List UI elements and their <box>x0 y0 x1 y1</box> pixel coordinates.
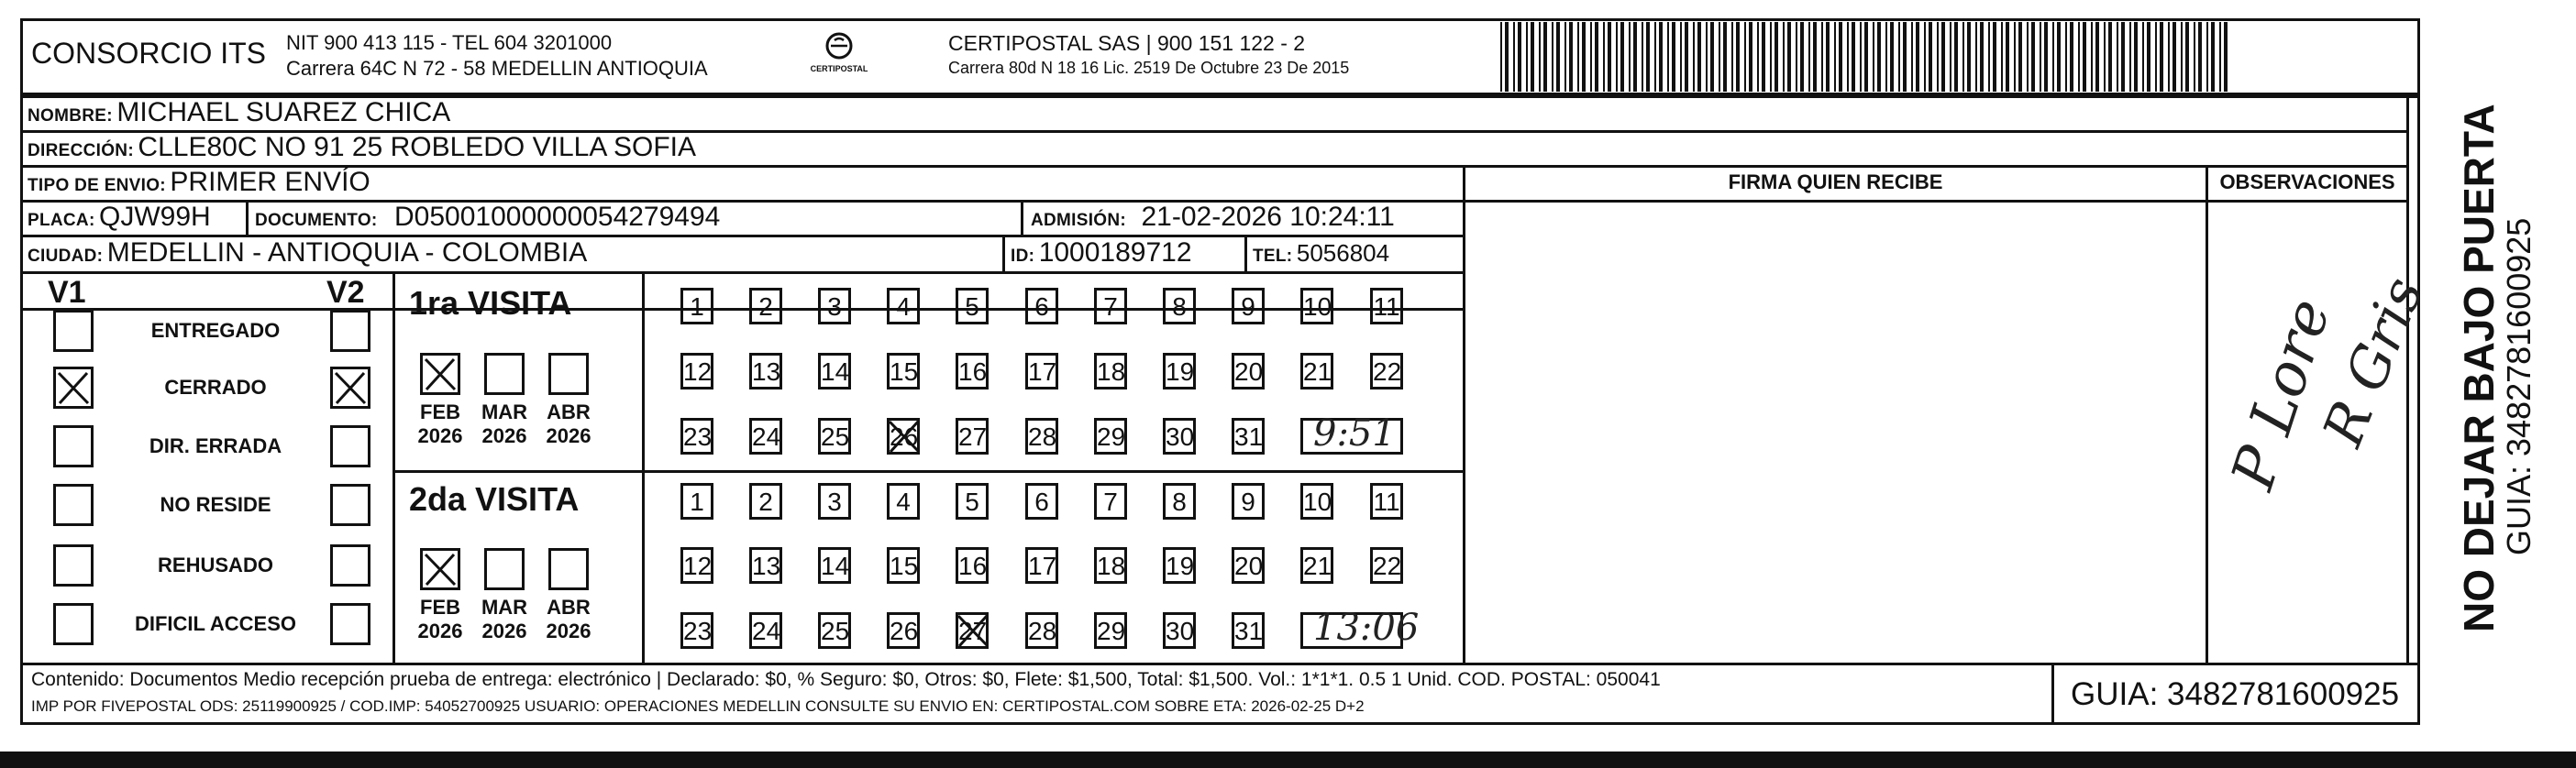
barcode-bar <box>1552 22 1553 92</box>
x-mark-icon <box>423 356 458 392</box>
v2-checkbox[interactable] <box>330 484 370 526</box>
day-box[interactable]: 29 <box>1094 612 1127 649</box>
day-box[interactable]: 25 <box>818 612 851 649</box>
side-guide-number: GUIA: 3482781600925 <box>2500 217 2537 555</box>
admission-field <box>1031 200 1395 235</box>
day-box[interactable]: 10 <box>1300 288 1333 324</box>
barcode-bar <box>1864 22 1868 92</box>
barcode-bar <box>1885 22 1887 92</box>
barcode-bar <box>2142 22 2144 92</box>
barcode-bar <box>1513 22 1515 92</box>
barcode-bar <box>1950 22 1951 92</box>
barcode-graphic <box>1500 22 2234 92</box>
barcode-bar <box>1667 22 1669 92</box>
barcode-bar <box>1616 22 1618 92</box>
month-label: FEB <box>420 596 460 619</box>
day-box[interactable]: 13 <box>749 547 782 584</box>
month-year: 2026 <box>417 620 463 642</box>
day-box[interactable]: 22 <box>1370 353 1403 389</box>
signature-left-border <box>1463 165 1465 665</box>
barcode-bar <box>1911 22 1913 92</box>
id-label: ID: <box>1011 247 1035 266</box>
barcode-bar <box>2129 22 2131 92</box>
barcode-bar <box>2198 22 2202 92</box>
month-label: ABR <box>547 596 591 619</box>
day-box[interactable]: 30 <box>1163 612 1196 649</box>
barcode-bar <box>1980 22 1984 92</box>
admission-value: 21-02-2026 10:24:11 <box>1141 202 1395 232</box>
barcode <box>1500 22 2234 92</box>
barcode-bar <box>1813 22 1817 92</box>
status-option-label: ENTREGADO <box>150 319 281 342</box>
month-checkbox[interactable] <box>420 548 460 590</box>
barcode-bar <box>2052 22 2054 92</box>
day-box[interactable]: 17 <box>1025 547 1058 584</box>
month-year: 2026 <box>546 424 591 447</box>
day-box[interactable]: 1 <box>680 483 713 520</box>
barcode-bar <box>1757 22 1759 92</box>
day-box[interactable]: 29 <box>1094 418 1127 455</box>
barcode-bar <box>1941 22 1945 92</box>
barcode-bar <box>2018 22 2022 92</box>
day-box[interactable]: 8 <box>1163 288 1196 324</box>
tel-value: 5056804 <box>1296 239 1390 267</box>
day-box[interactable]: 9 <box>1232 288 1265 324</box>
address-label: DIRECCIÓN: <box>28 141 134 160</box>
recipient-name: MICHAEL SUAREZ CHICA <box>116 97 451 127</box>
day-box[interactable]: 24 <box>749 612 782 649</box>
v2-checkbox[interactable] <box>330 367 370 409</box>
row-divider-5 <box>20 271 1465 274</box>
company-nit: NIT 900 413 115 - TEL 604 3201000 <box>286 31 613 54</box>
certipostal-logo <box>807 27 871 82</box>
status-divider <box>392 271 395 665</box>
barcode-bar <box>2219 22 2221 92</box>
footer-line-1: Contenido: Documentos Medio recepción prueba de entrega: electrónico | Declarado: $0, % Seguro: $0, Otros: $0, Flete: $1,500, Total: $1,500. Vol.: 1*1*1. 0.5 1 Unid. COD. POSTAL: 050041 <box>31 669 1661 690</box>
day-box[interactable]: 9 <box>1232 483 1265 520</box>
month-label: MAR <box>481 596 528 619</box>
footer-guide: GUIA: 3482781600925 <box>2071 676 2400 712</box>
day-box[interactable]: 10 <box>1300 483 1333 520</box>
barcode-bar <box>1693 22 1695 92</box>
send-type-row <box>28 165 370 200</box>
admission-label: ADMISIÓN: <box>1031 211 1127 230</box>
day-box[interactable]: 13 <box>749 353 782 389</box>
barcode-bar <box>2172 22 2176 92</box>
day-box[interactable]: 1 <box>680 288 713 324</box>
barcode-bar <box>1629 22 1631 92</box>
barcode-bar <box>2078 22 2080 92</box>
day-box[interactable]: 28 <box>1025 612 1058 649</box>
send-type-label: TIPO DE ENVIO: <box>28 176 166 195</box>
barcode-bar <box>1924 22 1926 92</box>
barcode-bar <box>2194 22 2195 92</box>
month-checkbox[interactable] <box>548 548 589 590</box>
day-box[interactable]: 7 <box>1094 483 1127 520</box>
barcode-bar <box>1796 22 1797 92</box>
barcode-bar <box>1659 22 1663 92</box>
month-label: FEB <box>420 400 460 423</box>
day-box[interactable]: 30 <box>1163 418 1196 455</box>
barcode-bar <box>2095 22 2099 92</box>
day-box[interactable]: 24 <box>749 418 782 455</box>
barcode-bar <box>2160 22 2163 92</box>
city-value: MEDELLIN - ANTIOQUIA - COLOMBIA <box>106 237 588 268</box>
barcode-bar <box>1706 22 1708 92</box>
day-box[interactable]: 15 <box>887 547 920 584</box>
barcode-bar <box>2001 22 2003 92</box>
barcode-bar <box>1808 22 1810 92</box>
barcode-bar <box>1685 22 1688 92</box>
barcode-bar <box>1680 22 1682 92</box>
footer-line-2: IMP POR FIVEPOSTAL ODS: 25119900925 / COD.IMP: 54052700925 USUARIO: OPERACIONES MEDELLIN CONSULTE SU ENVIO EN: CERTIPOSTAL.COM SOBRE ETA: 2026-02-25 D+2 <box>31 697 1365 715</box>
company-address: Carrera 64C N 72 - 58 MEDELLIN ANTIOQUIA <box>286 57 708 80</box>
company-name: CONSORCIO ITS <box>31 37 267 70</box>
id-value: 1000189712 <box>1038 237 1192 268</box>
barcode-bar <box>2006 22 2009 92</box>
visit-divider <box>392 470 1465 473</box>
tel-label: TEL: <box>1253 247 1293 266</box>
day-box[interactable]: 31 <box>1232 612 1265 649</box>
day-box[interactable]: 18 <box>1094 353 1127 389</box>
x-mark-icon <box>956 612 990 649</box>
id-field <box>1011 235 1192 271</box>
month-checkbox[interactable] <box>484 353 525 395</box>
barcode-bar <box>2134 22 2138 92</box>
barcode-bar <box>1783 22 1785 92</box>
barcode-bar <box>2057 22 2061 92</box>
day-box[interactable]: 4 <box>887 288 920 324</box>
v2-label: V2 <box>326 275 365 310</box>
status-option-label: NO RESIDE <box>160 493 271 516</box>
tel-field <box>1253 235 1389 271</box>
barcode-bar <box>2147 22 2150 92</box>
day-box[interactable]: 11 <box>1370 288 1403 324</box>
barcode-bar <box>1569 22 1573 92</box>
day-box[interactable]: 28 <box>1025 418 1058 455</box>
barcode-bar <box>1975 22 1977 92</box>
plate-value: QJW99H <box>99 202 211 232</box>
bottom-black-bar <box>0 752 2576 768</box>
barcode-bar <box>1929 22 1932 92</box>
barcode-bar <box>1834 22 1836 92</box>
month-year: 2026 <box>546 620 591 642</box>
barcode-bar <box>1556 22 1560 92</box>
barcode-bar <box>2155 22 2157 92</box>
barcode-bar <box>2224 22 2228 92</box>
day-box[interactable]: 31 <box>1232 418 1265 455</box>
barcode-bar <box>1762 22 1765 92</box>
barcode-bar <box>1988 22 1990 92</box>
barcode-bar <box>1744 22 1746 92</box>
day-box[interactable]: 11 <box>1370 483 1403 520</box>
barcode-bar <box>1736 22 1740 92</box>
document-label: DOCUMENTO: <box>255 211 378 230</box>
status-option-label: DIFICIL ACCESO <box>134 612 296 635</box>
barcode-bar <box>2168 22 2170 92</box>
document-field <box>255 200 720 235</box>
logo-text: CERTIPOSTAL <box>810 64 868 73</box>
status-option-label: REHUSADO <box>158 554 273 576</box>
barcode-bar <box>2206 22 2208 92</box>
barcode-bar <box>1543 22 1547 92</box>
day-box[interactable]: 7 <box>1094 288 1127 324</box>
time-handwriting: 9:51 <box>1313 412 1396 455</box>
barcode-bar <box>2091 22 2093 92</box>
marked-day-x <box>956 612 990 649</box>
day-box[interactable]: 23 <box>680 612 713 649</box>
month-year: 2026 <box>481 424 527 447</box>
barcode-bar <box>2031 22 2035 92</box>
day-box[interactable]: 14 <box>818 547 851 584</box>
day-box[interactable]: 2 <box>749 288 782 324</box>
observations-header: OBSERVACIONES <box>2219 170 2395 193</box>
barcode-bar <box>1608 22 1611 92</box>
barcode-bar <box>2040 22 2041 92</box>
courier-address: Carrera 80d N 18 16 Lic. 2519 De Octubre 23 De 2015 <box>948 59 1350 77</box>
day-box[interactable]: 18 <box>1094 547 1127 584</box>
barcode-bar <box>1993 22 1996 92</box>
day-box[interactable]: 3 <box>818 483 851 520</box>
plate-label: PLACA: <box>28 211 95 230</box>
barcode-bar <box>1582 22 1586 92</box>
barcode-bar <box>1749 22 1752 92</box>
day-box[interactable]: 4 <box>887 483 920 520</box>
month-label: MAR <box>481 400 528 423</box>
logo-icon <box>807 27 871 82</box>
day-box[interactable]: 2 <box>749 483 782 520</box>
barcode-bar <box>2065 22 2067 92</box>
month-checkbox[interactable] <box>484 548 525 590</box>
barcode-bar <box>1564 22 1566 92</box>
id-divider <box>1002 235 1005 271</box>
day-box[interactable]: 23 <box>680 418 713 455</box>
day-box[interactable]: 20 <box>1232 547 1265 584</box>
admission-divider <box>1021 200 1023 235</box>
footer-guide-divider <box>2051 663 2054 725</box>
barcode-bar <box>1800 22 1804 92</box>
day-box[interactable]: 5 <box>956 483 989 520</box>
v1-label: V1 <box>48 275 86 310</box>
barcode-bar <box>1590 22 1592 92</box>
day-box[interactable]: 16 <box>956 547 989 584</box>
day-box[interactable]: 12 <box>680 547 713 584</box>
recipient-address: CLLE80C NO 91 25 ROBLEDO VILLA SOFIA <box>138 132 697 162</box>
barcode-bar <box>1697 22 1701 92</box>
time-handwriting: 13:06 <box>1313 607 1420 649</box>
barcode-bar <box>1898 22 1900 92</box>
barcode-bar <box>1505 22 1509 92</box>
barcode-bar <box>2211 22 2215 92</box>
observations-left-border <box>2206 165 2208 665</box>
barcode-bar <box>1654 22 1656 92</box>
month-label: ABR <box>547 400 591 423</box>
right-section-divider <box>2406 95 2409 665</box>
day-box[interactable]: 5 <box>956 288 989 324</box>
day-box[interactable]: 19 <box>1163 353 1196 389</box>
day-box[interactable]: 15 <box>887 353 920 389</box>
status-option-label: CERRADO <box>164 376 267 399</box>
address-row <box>28 130 696 165</box>
v2-checkbox[interactable] <box>330 425 370 467</box>
day-box[interactable]: 26 <box>887 612 920 649</box>
day-box[interactable]: 16 <box>956 353 989 389</box>
barcode-bar <box>1852 22 1855 92</box>
day-box[interactable]: 19 <box>1163 547 1196 584</box>
city-label: CIUDAD: <box>28 247 104 266</box>
barcode-bar <box>2104 22 2106 92</box>
barcode-bar <box>1847 22 1849 92</box>
v2-checkbox[interactable] <box>330 603 370 645</box>
day-box[interactable]: 21 <box>1300 547 1333 584</box>
barcode-bar <box>1821 22 1823 92</box>
barcode-bar <box>1646 22 1650 92</box>
visit-1-title: 1ra VISITA <box>409 284 572 322</box>
barcode-bar <box>1603 22 1605 92</box>
barcode-bar <box>1826 22 1830 92</box>
barcode-bar <box>1937 22 1939 92</box>
barcode-bar <box>1877 22 1881 92</box>
day-box[interactable]: 27 <box>956 612 989 649</box>
day-box[interactable]: 22 <box>1370 547 1403 584</box>
tel-divider <box>1244 235 1247 271</box>
barcode-bar <box>2044 22 2048 92</box>
barcode-bar <box>1642 22 1643 92</box>
city-row <box>28 235 587 271</box>
day-box[interactable]: 20 <box>1232 353 1265 389</box>
barcode-bar <box>1873 22 1874 92</box>
day-box[interactable]: 14 <box>818 353 851 389</box>
barcode-bar <box>2121 22 2125 92</box>
barcode-bar <box>1719 22 1720 92</box>
barcode-bar <box>1723 22 1727 92</box>
plate-divider <box>246 200 249 235</box>
barcode-bar <box>1916 22 1919 92</box>
barcode-bar <box>1787 22 1791 92</box>
barcode-bar <box>2108 22 2112 92</box>
barcode-bar <box>1770 22 1772 92</box>
barcode-bar <box>1531 22 1534 92</box>
barcode-bar <box>1774 22 1778 92</box>
barcode-bar <box>1595 22 1598 92</box>
barcode-bar <box>1518 22 1521 92</box>
month-year: 2026 <box>417 424 463 447</box>
send-type-value: PRIMER ENVÍO <box>170 167 370 197</box>
month-year: 2026 <box>481 620 527 642</box>
name-label: NOMBRE: <box>28 106 113 126</box>
v2-checkbox[interactable] <box>330 310 370 352</box>
barcode-bar <box>1860 22 1862 92</box>
barcode-bar <box>1731 22 1733 92</box>
day-box[interactable]: 12 <box>680 353 713 389</box>
barcode-bar <box>1967 22 1971 92</box>
day-box[interactable]: 3 <box>818 288 851 324</box>
barcode-bar <box>1962 22 1964 92</box>
barcode-bar <box>1839 22 1842 92</box>
barcode-bar <box>1710 22 1714 92</box>
barcode-bar <box>1539 22 1541 92</box>
barcode-bar <box>2117 22 2118 92</box>
no-dejar-bajo-puerta: NO DEJAR BAJO PUERTA <box>2455 104 2503 632</box>
observations-handwriting-1: P Lore <box>2219 291 2345 498</box>
barcode-bar <box>2181 22 2183 92</box>
day-box[interactable]: 17 <box>1025 353 1058 389</box>
barcode-bar <box>1633 22 1637 92</box>
v2-checkbox[interactable] <box>330 544 370 587</box>
day-box[interactable]: 27 <box>956 418 989 455</box>
day-box[interactable]: 8 <box>1163 483 1196 520</box>
barcode-bar <box>1620 22 1624 92</box>
day-box[interactable]: 6 <box>1025 288 1058 324</box>
month-checkbox[interactable] <box>420 353 460 395</box>
document-value: D05001000000054279494 <box>394 202 721 232</box>
day-box[interactable]: 21 <box>1300 353 1333 389</box>
barcode-bar <box>1500 22 1502 92</box>
barcode-bar <box>1672 22 1675 92</box>
x-mark-icon <box>56 369 91 406</box>
barcode-bar <box>1890 22 1894 92</box>
barcode-bar <box>2070 22 2073 92</box>
day-box[interactable]: 25 <box>818 418 851 455</box>
barcode-bar <box>1526 22 1528 92</box>
barcode-bar <box>2083 22 2086 92</box>
barcode-bar <box>2027 22 2029 92</box>
visit-2-title: 2da VISITA <box>409 480 580 518</box>
barcode-bar <box>1954 22 1958 92</box>
day-box[interactable]: 6 <box>1025 483 1058 520</box>
day-box[interactable]: 26 <box>887 418 920 455</box>
month-divider <box>642 271 645 665</box>
x-mark-icon <box>333 369 368 406</box>
plate-row <box>28 200 211 235</box>
x-mark-icon <box>423 551 458 587</box>
signature-header: FIRMA QUIEN RECIBE <box>1728 170 1943 193</box>
barcode-bar <box>2185 22 2189 92</box>
courier-name: CERTIPOSTAL SAS | 900 151 122 - 2 <box>948 31 1306 55</box>
barcode-bar <box>1903 22 1907 92</box>
marked-day-x <box>887 418 922 455</box>
month-checkbox[interactable] <box>548 353 589 395</box>
barcode-bar <box>1577 22 1579 92</box>
observations-handwriting-2: R Gris <box>2311 269 2437 455</box>
barcode-bar <box>2014 22 2016 92</box>
x-mark-icon <box>887 418 922 455</box>
status-option-label: DIR. ERRADA <box>149 434 282 457</box>
name-row <box>28 95 450 130</box>
